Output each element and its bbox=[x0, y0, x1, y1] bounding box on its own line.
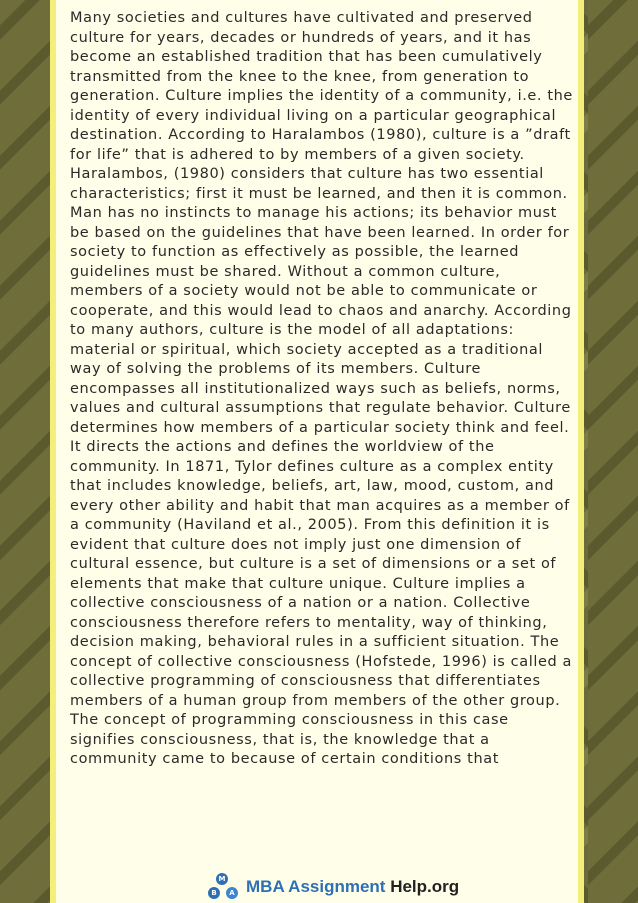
brand-name-main: MBA Assignment bbox=[246, 877, 391, 896]
brand-name bbox=[246, 877, 459, 897]
left-pattern-border bbox=[0, 0, 50, 903]
body-paragraph: Many societies and cultures have cultivated and preserved culture for years, decades or hundreds of years, and it has become an established tradition that has been cumulatively transmitted from the knee to the knee, from generation to generation. Culture implies the identity of a community, i.e. the identity of every individual living on a particular geographical destination. According to Haralambos (1980), culture is a ”draft for life” that is adhered to by members of a given society. Haralambos, (1980) considers that culture has two essential characteristics; first it must be learned, and then it is common. Man has no instincts to manage his actions; its behavior must be based on the guidelines that have been learned. In order for society to function as effectively as possible, the learned guidelines must be shared. Without a common culture, members of a society would not be able to communicate or cooperate, and this would lead to chaos and anarchy. According to many authors, culture is the model of all adaptations: material or spiritual, which society accepted as a traditional way of solving the problems of its members. Culture encompasses all institutionalized ways such as beliefs, norms, values and cultural assumptions that regulate behavior. Culture determines how members of a particular society think and feel. It directs the actions and defines the worldview of the community. In 1871, Tylor defines culture as a complex entity that includes knowledge, beliefs, art, law, mood, custom, and every other ability and habit that man acquires as a member of a community (Haviland et al., 2005). From this definition it is evident that culture does not imply just one dimension of cultural essence, but culture is a set of dimensions or a set of elements that make that culture unique. Culture implies a collective consciousness of a nation or a nation. Collective consciousness therefore refers to mentality, way of thinking, decision making, behavioral rules in a sufficient situation. The concept of collective consciousness (Hofstede, 1996) is called a collective programming of consciousness that differentiates members of a human group from members of the other group. The concept of programming consciousness in this case signifies consciousness, that is, the knowledge that a community came to because of certain conditions that bbox=[70, 10, 573, 767]
logo-letter-a: A bbox=[226, 887, 238, 899]
footer-logo[interactable] bbox=[206, 873, 459, 901]
document-page bbox=[50, 0, 584, 903]
brand-name-suffix: Help.org bbox=[390, 877, 460, 896]
right-pattern-border bbox=[588, 0, 638, 903]
mba-logo-icon bbox=[206, 873, 242, 901]
logo-letter-b: B bbox=[208, 887, 220, 899]
logo-letter-m: M bbox=[216, 873, 228, 885]
